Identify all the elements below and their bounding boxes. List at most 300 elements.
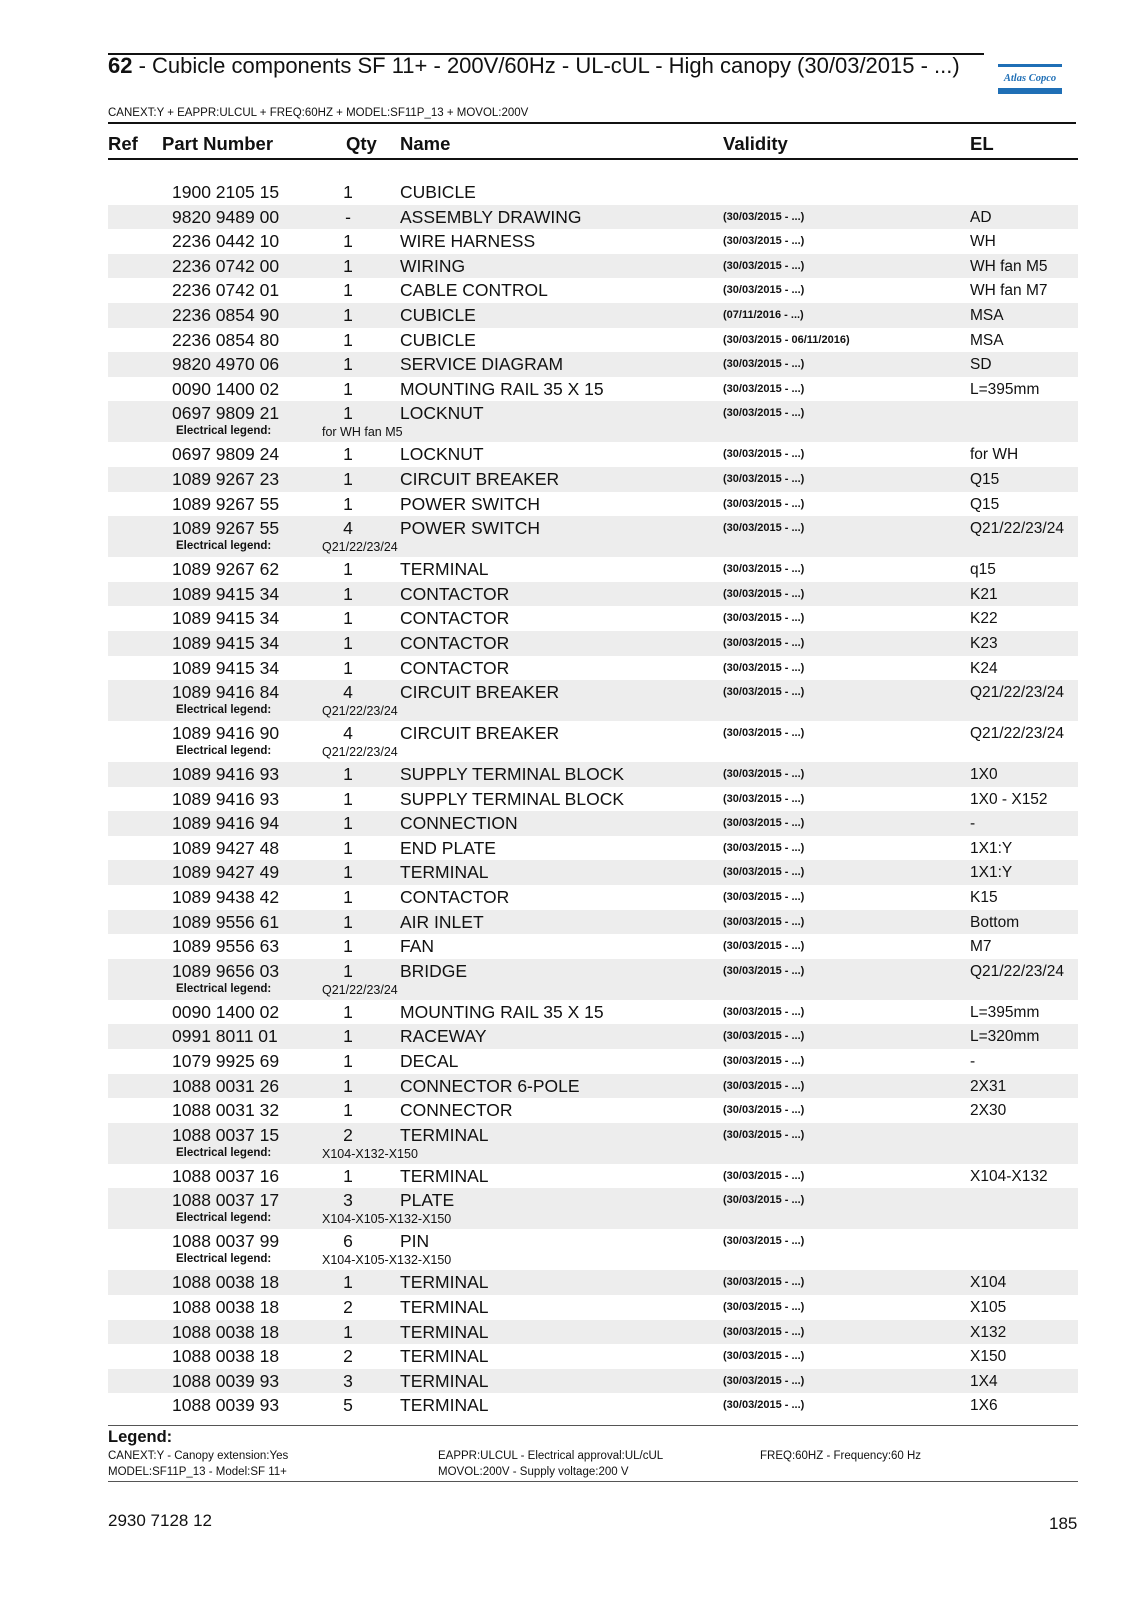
electrical-legend-value: for WH fan M5	[322, 425, 403, 440]
el-code: AD	[970, 208, 992, 226]
part-number: 1088 0038 18	[172, 1297, 280, 1317]
col-qty: Qty	[346, 133, 377, 154]
table-row	[108, 656, 1078, 681]
electrical-legend	[108, 745, 1078, 759]
table-row	[108, 1188, 1078, 1229]
validity: (30/03/2015 - ...)	[723, 612, 805, 625]
part-name: BRIDGE	[400, 960, 468, 981]
part-name: END PLATE	[400, 837, 496, 858]
legend-title: Legend:	[108, 1428, 173, 1446]
part-name: LOCKNUT	[400, 403, 484, 424]
quantity: 1	[343, 329, 353, 350]
part-number: 1900 2105 15	[172, 182, 280, 202]
part-name: CIRCUIT BREAKER	[400, 468, 560, 489]
table-row	[108, 860, 1078, 885]
validity: (07/11/2016 - ...)	[723, 308, 804, 321]
electrical-legend-label: Electrical legend:	[176, 745, 272, 758]
part-name: TERMINAL	[400, 1297, 489, 1317]
validity: (30/03/2015 - ...)	[723, 284, 805, 297]
quantity: 1	[343, 493, 353, 514]
validity: (30/03/2015 - ...)	[723, 358, 805, 371]
quantity: 3	[343, 1370, 353, 1391]
quantity: 1	[343, 1165, 353, 1186]
section-number: 62	[108, 53, 133, 78]
el-code: L=395mm	[970, 1003, 1040, 1021]
part-number: 1088 0031 26	[172, 1075, 280, 1096]
atlas-copco-logo	[998, 64, 1062, 94]
table-row	[108, 1270, 1078, 1295]
quantity: 1	[343, 764, 353, 785]
part-name: POWER SWITCH	[400, 493, 540, 514]
validity: (30/03/2015 - ...)	[723, 768, 805, 781]
header-rule	[108, 158, 1078, 160]
part-number: 1088 0037 15	[172, 1124, 280, 1145]
part-name: TERMINAL	[400, 1165, 489, 1186]
quantity: 1	[343, 583, 353, 604]
el-code: WH	[970, 233, 996, 251]
el-code: WH fan M7	[970, 282, 1048, 300]
quantity: 2	[343, 1346, 353, 1367]
el-code: q15	[970, 561, 996, 579]
el-code: 1X6	[970, 1397, 998, 1415]
table-row	[108, 1229, 1078, 1270]
part-name: DECAL	[400, 1051, 459, 1072]
quantity: 4	[343, 723, 353, 744]
page-title	[108, 53, 968, 79]
electrical-legend	[108, 1253, 1078, 1267]
el-code: 1X1:Y	[970, 864, 1013, 882]
legend-item: FREQ:60HZ - Frequency:60 Hz	[760, 1450, 922, 1462]
validity: (30/03/2015 - ...)	[723, 407, 805, 420]
validity: (30/03/2015 - ...)	[723, 1276, 805, 1289]
part-name: CONNECTION	[400, 813, 518, 834]
el-code: 2X30	[970, 1102, 1007, 1120]
legend-item: MOVOL:200V - Supply voltage:200 V	[438, 1466, 629, 1478]
quantity: 1	[343, 1051, 353, 1072]
part-name: SUPPLY TERMINAL BLOCK	[400, 788, 625, 809]
validity: (30/03/2015 - ...)	[723, 686, 805, 699]
quantity: 1	[343, 1272, 353, 1293]
quantity: 1	[343, 1026, 353, 1047]
el-code: Q21/22/23/24	[970, 684, 1064, 702]
validity: (30/03/2015 - ...)	[723, 1128, 805, 1141]
validity: (30/03/2015 - ...)	[723, 1194, 805, 1207]
validity: (30/03/2015 - ...)	[723, 661, 805, 674]
validity: (30/03/2015 - ...)	[723, 1301, 805, 1313]
quantity: 1	[343, 1075, 353, 1096]
part-name: FAN	[400, 936, 435, 957]
electrical-legend-value: Q21/22/23/24	[322, 704, 398, 719]
table-end-rule	[108, 1425, 1078, 1426]
part-number: 0090 1400 02	[172, 378, 280, 399]
electrical-legend-value: Q21/22/23/24	[322, 540, 398, 555]
el-code: Q21/22/23/24	[970, 962, 1064, 980]
part-number: 1089 9416 94	[172, 813, 280, 834]
table-row	[108, 787, 1078, 812]
electrical-legend-value: X104-X105-X132-X150	[322, 1253, 452, 1268]
el-code: MSA	[970, 306, 1004, 324]
validity: (30/03/2015 - ...)	[723, 915, 805, 928]
part-number: 1088 0037 99	[172, 1231, 280, 1252]
el-code: L=395mm	[970, 380, 1040, 398]
quantity: 1	[343, 255, 353, 276]
legend-item: CANEXT:Y - Canopy extension:Yes	[108, 1450, 289, 1462]
part-number: 1088 0039 93	[172, 1370, 280, 1391]
el-code: 1X0	[970, 766, 998, 784]
part-number: 1089 9438 42	[172, 887, 280, 908]
part-number: 2236 0854 80	[172, 329, 280, 350]
part-number: 1089 9267 23	[172, 468, 280, 489]
table-row	[108, 631, 1078, 656]
validity: (30/03/2015 - ...)	[723, 522, 805, 535]
part-number: 1088 0039 93	[172, 1395, 280, 1416]
validity: (30/03/2015 - ...)	[723, 964, 805, 977]
part-name: RACEWAY	[400, 1026, 487, 1047]
part-name: TERMINAL	[400, 1124, 489, 1145]
table-row	[108, 492, 1078, 517]
el-code: X104-X132	[970, 1167, 1048, 1185]
part-number: 2236 0742 01	[172, 280, 280, 301]
validity: (30/03/2015 - ...)	[723, 1399, 805, 1412]
electrical-legend-value: X104-X105-X132-X150	[322, 1212, 452, 1227]
quantity: 1	[343, 632, 353, 653]
part-number: 1089 9416 93	[172, 764, 280, 785]
table-row	[108, 934, 1078, 959]
el-code: -	[970, 1053, 976, 1071]
quantity: 1	[343, 231, 353, 252]
table-row	[108, 467, 1078, 492]
table-row	[108, 606, 1078, 631]
quantity: 2	[343, 1124, 353, 1145]
quantity: 1	[343, 444, 353, 465]
el-code: X104	[970, 1274, 1007, 1292]
col-ref: Ref	[108, 133, 138, 154]
quantity: 1	[343, 1321, 353, 1342]
part-number: 1088 0038 18	[172, 1272, 280, 1293]
table-row	[108, 1295, 1078, 1320]
quantity: 1	[343, 354, 353, 375]
part-number: 1089 9556 63	[172, 936, 280, 957]
el-code: for WH	[970, 446, 1019, 464]
col-part-number: Part Number	[162, 133, 274, 154]
part-number: 1089 9415 34	[172, 583, 280, 604]
table-row	[108, 1123, 1078, 1164]
el-code: 2X31	[970, 1077, 1007, 1095]
quantity: 1	[343, 608, 353, 629]
validity: (30/03/2015 - ...)	[723, 940, 805, 953]
quantity: 1	[343, 837, 353, 858]
part-name: CIRCUIT BREAKER	[400, 682, 560, 703]
table-row	[108, 401, 1078, 442]
electrical-legend-label: Electrical legend:	[176, 1146, 272, 1159]
electrical-legend	[108, 540, 1078, 554]
part-number: 0991 8011 01	[172, 1026, 278, 1047]
part-name: CIRCUIT BREAKER	[400, 723, 560, 744]
table-row	[108, 1320, 1078, 1345]
electrical-legend-label: Electrical legend:	[176, 704, 272, 717]
table-row	[108, 229, 1078, 254]
el-code: 1X1:Y	[970, 839, 1013, 857]
validity: (30/03/2015 - ...)	[723, 1169, 805, 1182]
electrical-legend-label: Electrical legend:	[176, 1212, 272, 1225]
el-code: 1X4	[970, 1372, 998, 1390]
el-code: SD	[970, 356, 992, 374]
quantity: 1	[343, 936, 353, 957]
part-name: POWER SWITCH	[400, 518, 540, 539]
electrical-legend	[108, 704, 1078, 718]
part-name: CONTACTOR	[400, 632, 510, 653]
part-number: 1089 9416 90	[172, 723, 280, 744]
table-row	[108, 1369, 1078, 1394]
part-number: 1089 9267 62	[172, 559, 280, 580]
part-name: CONTACTOR	[400, 657, 510, 678]
quantity: 1	[343, 559, 353, 580]
electrical-legend	[108, 1212, 1078, 1226]
validity: (30/03/2015 - ...)	[723, 472, 805, 485]
table-row	[108, 959, 1078, 1000]
table-row	[108, 885, 1078, 910]
part-number: 1089 9427 49	[172, 862, 280, 883]
validity: (30/03/2015 - ...)	[723, 563, 805, 576]
validity: (30/03/2015 - ...)	[723, 891, 805, 904]
part-name: MOUNTING RAIL 35 X 15	[400, 378, 604, 399]
el-code: 1X0 - X152	[970, 790, 1048, 808]
el-code: X105	[970, 1299, 1007, 1316]
part-name: AIR INLET	[400, 911, 484, 932]
table-row	[108, 278, 1078, 303]
quantity: 1	[343, 887, 353, 908]
part-number: 1088 0038 18	[172, 1346, 280, 1367]
validity: (30/03/2015 - ...)	[723, 587, 805, 600]
parts-table	[108, 180, 1078, 1418]
part-number: 1089 9427 48	[172, 837, 280, 858]
part-name: TERMINAL	[400, 1321, 489, 1342]
part-name: TERMINAL	[400, 559, 489, 580]
legend-end-rule	[108, 1481, 1078, 1482]
quantity: 1	[343, 862, 353, 883]
quantity: 1	[343, 468, 353, 489]
validity: (30/03/2015 - ...)	[723, 727, 805, 740]
table-row	[108, 811, 1078, 836]
electrical-legend-value: Q21/22/23/24	[322, 982, 398, 997]
part-name: CONTACTOR	[400, 608, 510, 629]
part-name: CONNECTOR 6-POLE	[400, 1075, 580, 1096]
part-number: 1089 9267 55	[172, 493, 280, 514]
validity: (30/03/2015 - ...)	[723, 448, 805, 461]
table-row	[108, 1049, 1078, 1074]
el-code: K21	[970, 585, 998, 603]
electrical-legend-label: Electrical legend:	[176, 540, 272, 553]
part-name: PIN	[400, 1231, 430, 1252]
table-row	[108, 762, 1078, 787]
validity: (30/03/2015 - ...)	[723, 1104, 805, 1117]
el-code: Q21/22/23/24	[970, 725, 1064, 743]
part-number: 1089 9416 84	[172, 682, 280, 703]
part-name: PLATE	[400, 1190, 455, 1211]
part-name: CUBICLE	[400, 304, 476, 325]
quantity: 1	[343, 960, 353, 981]
el-code: K24	[970, 659, 998, 677]
part-number: 0090 1400 02	[172, 1001, 280, 1022]
part-number: 1089 9415 34	[172, 657, 280, 678]
validity: (30/03/2015 - ...)	[723, 497, 805, 510]
part-name: ASSEMBLY DRAWING	[400, 206, 582, 227]
part-number: 2236 0442 10	[172, 231, 280, 252]
validity: (30/03/2015 - ...)	[723, 235, 805, 248]
page-number: 185	[1049, 1514, 1078, 1533]
part-name: CONTACTOR	[400, 887, 510, 908]
electrical-legend-label: Electrical legend:	[176, 982, 272, 995]
el-code: L=320mm	[970, 1028, 1040, 1046]
validity: (30/03/2015 - ...)	[723, 1055, 805, 1068]
el-code: K23	[970, 634, 998, 652]
col-el: EL	[970, 133, 994, 154]
part-name: CONNECTOR	[400, 1100, 513, 1121]
quantity: 1	[343, 813, 353, 834]
table-row	[108, 303, 1078, 328]
validity: (30/03/2015 - ...)	[723, 792, 805, 805]
validity: (30/03/2015 - ...)	[723, 636, 805, 649]
part-number: 0697 9809 21	[172, 403, 280, 424]
electrical-legend	[108, 1147, 1078, 1161]
validity: (30/03/2015 - ...)	[723, 1005, 805, 1018]
col-validity: Validity	[723, 133, 788, 154]
quantity: 4	[343, 682, 353, 703]
table-row	[108, 205, 1078, 230]
part-number: 0697 9809 24	[172, 444, 280, 465]
validity: (30/03/2015 - ...)	[723, 841, 805, 854]
electrical-legend	[108, 425, 1078, 439]
electrical-legend-value: X104-X132-X150	[322, 1146, 418, 1161]
el-code: Q21/22/23/24	[970, 520, 1064, 538]
el-code: Bottom	[970, 913, 1020, 931]
table-row	[108, 516, 1078, 557]
el-code: X132	[970, 1323, 1007, 1341]
quantity: 1	[343, 280, 353, 301]
part-name: CONTACTOR	[400, 583, 510, 604]
validity: (30/03/2015 - ...)	[723, 1374, 805, 1387]
el-code: K15	[970, 889, 998, 907]
table-row	[108, 910, 1078, 935]
el-code: Q15	[970, 470, 1000, 488]
validity: (30/03/2015 - ...)	[723, 1030, 805, 1043]
part-name: TERMINAL	[400, 862, 489, 883]
table-row	[108, 1074, 1078, 1099]
part-number: 1089 9656 03	[172, 960, 280, 981]
part-name: LOCKNUT	[400, 444, 484, 465]
part-number: 1088 0038 18	[172, 1321, 280, 1342]
part-name: MOUNTING RAIL 35 X 15	[400, 1001, 604, 1022]
part-number: 1089 9267 55	[172, 518, 280, 539]
el-code: WH fan M5	[970, 257, 1048, 275]
table-row	[108, 352, 1078, 377]
part-name: TERMINAL	[400, 1272, 489, 1293]
el-code: Q15	[970, 495, 1000, 513]
validity: (30/03/2015 - ...)	[723, 210, 805, 223]
quantity: -	[345, 206, 351, 227]
quantity: 1	[343, 304, 353, 325]
validity: (30/03/2015 - ...)	[723, 1350, 805, 1363]
part-number: 1079 9925 69	[172, 1051, 280, 1072]
part-name: SUPPLY TERMINAL BLOCK	[400, 764, 625, 785]
table-row	[108, 1098, 1078, 1123]
table-row	[108, 1024, 1078, 1049]
validity: (30/03/2015 - ...)	[723, 1079, 805, 1092]
filter-rule	[108, 122, 1076, 124]
part-name: WIRING	[400, 255, 466, 276]
part-number: 1089 9415 34	[172, 608, 280, 629]
quantity: 1	[343, 911, 353, 932]
part-number: 1088 0037 17	[172, 1190, 280, 1211]
table-row	[108, 1393, 1078, 1418]
validity: (30/03/2015 - ...)	[723, 1325, 805, 1338]
part-name: SERVICE DIAGRAM	[400, 354, 564, 375]
part-number: 2236 0854 90	[172, 304, 280, 325]
el-code: K22	[970, 610, 998, 628]
logo-text: Atlas Copco	[1003, 73, 1057, 84]
electrical-legend-label: Electrical legend:	[176, 1253, 272, 1266]
part-number: 1089 9416 93	[172, 788, 280, 809]
table-row	[108, 328, 1078, 353]
section-title: - Cubicle components SF 11+ - 200V/60Hz - UL-cUL - High canopy (30/03/2015 - ...)	[132, 53, 960, 78]
quantity: 1	[343, 1001, 353, 1022]
table-row	[108, 377, 1078, 402]
validity: (30/03/2015 - ...)	[723, 1235, 805, 1248]
table-row	[108, 557, 1078, 582]
quantity: 1	[343, 1100, 353, 1121]
quantity: 4	[343, 518, 353, 539]
quantity: 5	[343, 1395, 353, 1416]
table-row	[108, 721, 1078, 762]
el-code: MSA	[970, 331, 1004, 349]
quantity: 1	[343, 378, 353, 399]
el-code: -	[970, 815, 976, 833]
part-name: CUBICLE	[400, 182, 476, 202]
electrical-legend	[108, 983, 1078, 997]
part-number: 9820 4970 06	[172, 354, 280, 375]
table-row	[108, 1344, 1078, 1369]
part-number: 2236 0742 00	[172, 255, 280, 276]
table-row	[108, 680, 1078, 721]
el-code: X150	[970, 1348, 1007, 1366]
quantity: 1	[343, 182, 353, 202]
table-row	[108, 582, 1078, 607]
part-name: CUBICLE	[400, 329, 476, 350]
part-number: 1089 9556 61	[172, 911, 280, 932]
quantity: 3	[343, 1190, 353, 1211]
part-number: 1089 9415 34	[172, 632, 280, 653]
validity: (30/03/2015 - ...)	[723, 259, 805, 272]
table-row	[108, 1000, 1078, 1025]
part-name: TERMINAL	[400, 1395, 489, 1416]
legend-item: MODEL:SF11P_13 - Model:SF 11+	[108, 1466, 287, 1478]
part-name: TERMINAL	[400, 1370, 489, 1391]
table-row	[108, 254, 1078, 279]
validity: (30/03/2015 - ...)	[723, 817, 805, 830]
table-row	[108, 836, 1078, 861]
validity: (30/03/2015 - ...)	[723, 382, 805, 395]
el-code: M7	[970, 938, 992, 956]
part-number: 1088 0031 32	[172, 1100, 280, 1121]
electrical-legend-label: Electrical legend:	[176, 425, 272, 438]
table-row	[108, 442, 1078, 467]
table-row	[108, 1164, 1078, 1189]
quantity: 2	[343, 1297, 353, 1317]
legend-item: EAPPR:ULCUL - Electrical approval:UL/cUL	[438, 1450, 664, 1462]
electrical-legend-value: Q21/22/23/24	[322, 745, 398, 760]
quantity: 1	[343, 403, 353, 424]
part-name: WIRE HARNESS	[400, 231, 536, 252]
